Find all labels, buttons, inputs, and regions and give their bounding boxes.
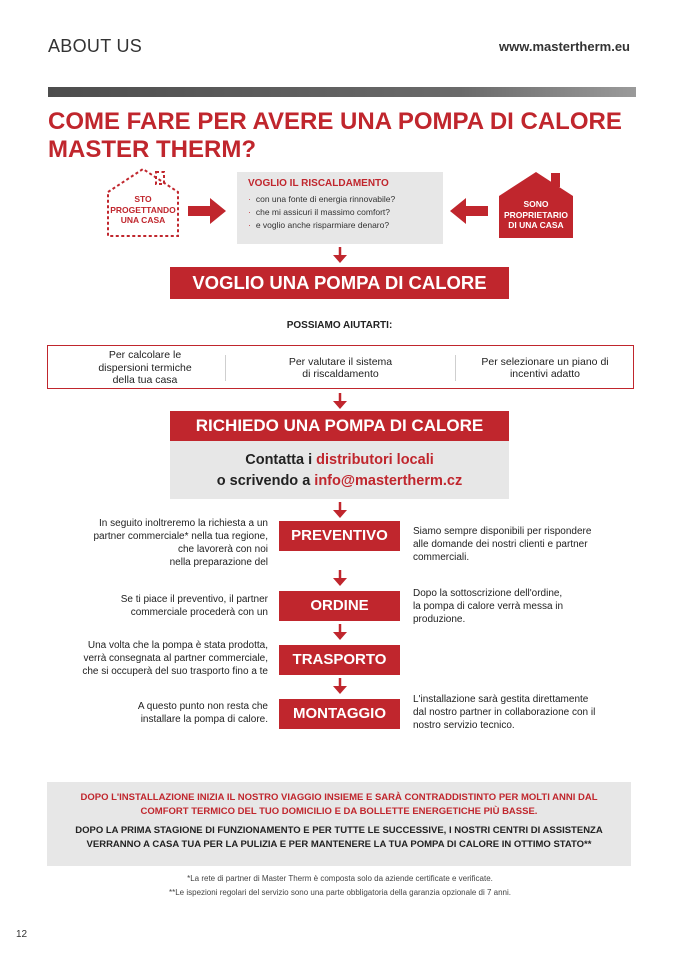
local-distributors-link[interactable]: distributori locali bbox=[316, 452, 434, 468]
step-trasporto-left: Una volta che la pompa è stata prodotta, verrà consegnata al partner commerciale, che si occuperà del suo trasporto fino a te bbox=[82, 640, 268, 677]
step-ordine-right: Dopo la sottoscrizione dell'ordine, la pompa di calore verrà messa in produzione. bbox=[413, 588, 564, 625]
arrow-down-icon bbox=[332, 247, 348, 263]
footnote-inspections: **Le ispezioni regolari del servizio sono una parte obbligatoria della garanzia opzionale di 7 anni. bbox=[169, 888, 511, 897]
arrow-down-icon bbox=[332, 624, 348, 640]
help-label: POSSIAMO AIUTARTI: bbox=[286, 320, 393, 331]
page-title bbox=[48, 108, 648, 164]
section-title: ABOUT US bbox=[48, 36, 143, 56]
heating-need-item: · che mi assicuri il massimo comfort? bbox=[248, 207, 390, 217]
website-link[interactable]: www.mastertherm.eu bbox=[498, 39, 630, 54]
option-divider bbox=[455, 355, 456, 381]
request-heat-pump-banner: RICHIEDO UNA POMPA DI CALORE bbox=[170, 411, 509, 441]
email-link[interactable]: info@mastertherm.cz bbox=[314, 473, 463, 489]
arrow-down-icon bbox=[332, 393, 348, 409]
step-preventivo: PREVENTIVO bbox=[279, 521, 400, 551]
contact-line2: o scrivendo a info@mastertherm.cz bbox=[216, 473, 463, 489]
arrow-down-icon bbox=[332, 570, 348, 586]
page-title-line2: MASTER THERM? bbox=[48, 136, 256, 163]
step-ordine-left: Se ti piace il preventivo, il partner commerciale procederà con un bbox=[120, 594, 268, 618]
step-montaggio-left: A questo punto non resta che installare la pompa di calore. bbox=[137, 701, 268, 725]
step-preventivo-left: In seguito inoltreremo la richiesta a un partner commerciale* nella tua regione, che lavorerà con noi nella preparazione del bbox=[93, 518, 268, 568]
help-option: Per calcolare le dispersioni termiche della tua casa bbox=[98, 349, 192, 387]
page-title-line1: COME FARE PER AVERE UNA POMPA DI CALORE bbox=[48, 108, 622, 135]
help-option: Per selezionare un piano di incentivi adatto bbox=[481, 355, 609, 380]
help-options-box bbox=[47, 345, 634, 389]
page-number: 12 bbox=[16, 929, 28, 940]
want-heat-pump-banner: VOGLIO UNA POMPA DI CALORE bbox=[170, 267, 509, 299]
step-montaggio-right: L'installazione sarà gestita direttamente dal nostro partner in collaborazione con il nostro servizio tecnico. bbox=[413, 694, 596, 731]
contact-line1: Contatta i distributori locali bbox=[245, 452, 434, 468]
closing-statement-service: DOPO LA PRIMA STAGIONE DI FUNZIONAMENTO E PER TUTTE LE SUCCESSIVE, I NOSTRI CENTRI DI ASSISTENZA VERRANNO A CASA TUA PER LA PULIZIA E PER MANTENERE LA TUA POMPA DI CALORE IN OTTIMO STATO** bbox=[75, 825, 603, 850]
arrow-down-icon bbox=[332, 678, 348, 694]
house-planning-label: STO PROGETTANDO UNA CASA bbox=[110, 194, 176, 225]
heating-needs-title: VOGLIO IL RISCALDAMENTO bbox=[248, 178, 389, 189]
house-owner-label: SONO PROPRIETARIO DI UNA CASA bbox=[503, 199, 569, 230]
heating-need-item: · e voglio anche risparmiare denaro? bbox=[248, 220, 390, 230]
arrow-left-icon bbox=[450, 198, 488, 224]
step-preventivo-right: Siamo sempre disponibili per rispondere alle domande dei nostri clienti e partner commerciali. bbox=[413, 526, 592, 563]
footnote-partners: *La rete di partner di Master Therm è composta solo da aziende certificate e verificate. bbox=[187, 874, 493, 883]
step-trasporto: TRASPORTO bbox=[279, 645, 400, 675]
heating-need-item: · con una fonte di energia rinnovabile? bbox=[248, 194, 396, 204]
closing-statement-red: DOPO L'INSTALLAZIONE INIZIA IL NOSTRO VIAGGIO INSIEME E SARÀ CONTRADDISTINTO PER MOLTI ANNI DAL COMFORT TERMICO DEL TUO DOMICILIO E DA BOLLETTE ENERGETICHE PIÙ BASSE. bbox=[80, 792, 598, 817]
arrow-right-icon bbox=[188, 198, 226, 224]
heating-needs-box bbox=[237, 172, 443, 244]
help-option: Per valutare il sistema di riscaldamento bbox=[288, 355, 393, 380]
closing-statement-box bbox=[47, 782, 631, 866]
step-montaggio: MONTAGGIO bbox=[279, 699, 400, 729]
option-divider bbox=[225, 355, 226, 381]
arrow-down-icon bbox=[332, 502, 348, 518]
step-ordine: ORDINE bbox=[279, 591, 400, 621]
header-divider bbox=[48, 87, 636, 97]
contact-box bbox=[170, 441, 509, 499]
